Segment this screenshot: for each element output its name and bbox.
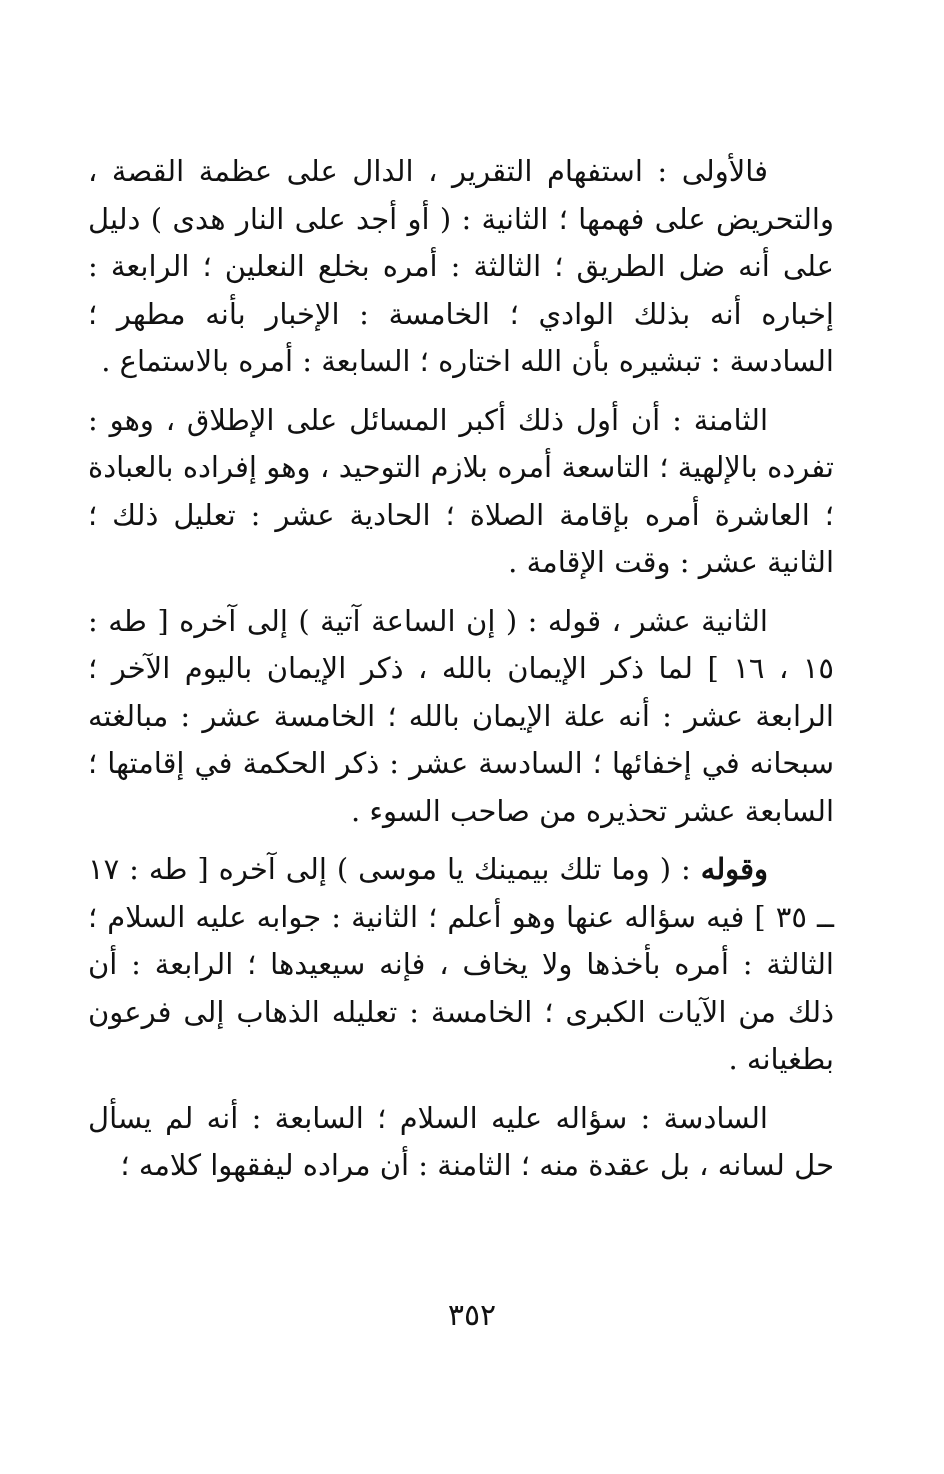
paragraph-text: الثامنة : أن أول ذلك أكبر المسائل على الإطلاق ، وهو : تفرده بالإلهية ؛ التاسعة أمره بلازم التوحيد ، وهو إفراده بالعبادة ؛ العاشرة أمره بإقامة الصلاة ؛ الحادية عشر : تعليل ذلك ؛ الثانية عشر : وقت الإقامة . [88, 402, 834, 579]
paragraph-text: : ( وما تلك بيمينك يا موسى ) إلى آخره [ طه : ١٧ ــ ٣٥ ] فيه سؤاله عنها وهو أعلم ؛ الثانية : جوابه عليه السلام ؛ الثالثة : أمره بأخذها ولا يخاف ، فإنه سيعيدها ؛ الرابعة : أن ذلك من الآيات الكبرى ؛ الخامسة : تعليله الذهاب إلى فرعون بطغيانه . [88, 852, 834, 1076]
paragraph-lead: وقوله [700, 852, 768, 886]
paragraph-text: الثانية عشر ، قوله : ( إن الساعة آتية ) إلى آخره [ طه : ١٥ ، ١٦ ] لما ذكر الإيمان بالله ، ذكر الإيمان باليوم الآخر ؛ الرابعة عشر : أنه علة الإيمان بالله ؛ الخامسة عشر : مبالغته سبحانه في إخفائها ؛ السادسة عشر : ذكر الحكمة في إقامتها ؛ السابعة عشر تحذيره من صاحب السوء . [88, 603, 834, 828]
paragraph-4 [88, 846, 834, 1084]
paragraph-5 [88, 1095, 834, 1190]
page-body [88, 148, 834, 1201]
paragraph-text: السادسة : سؤاله عليه السلام ؛ السابعة : أنه لم يسأل حل لسانه ، بل عقدة منه ؛ الثامنة : أن مراده ليفقهوا كلامه ؛ [88, 1100, 834, 1182]
paragraph-2 [88, 397, 834, 587]
page-number: ٣٥٢ [447, 1298, 497, 1333]
paragraph-1 [88, 148, 834, 386]
paragraph-3 [88, 598, 834, 836]
paragraph-text: فالأولى : استفهام التقرير ، الدال على عظمة القصة ، والتحريض على فهمها ؛ الثانية : ( أو أجد على النار هدى ) دليل على أنه ضل الطريق ؛ الثالثة : أمره بخلع النعلين ؛ الرابعة : إخباره أنه بذلك الوادي ؛ الخامسة : الإخبار بأنه مطهر ؛ السادسة : تبشيره بأن الله اختاره ؛ السابعة : أمره بالاستماع . [88, 154, 834, 378]
